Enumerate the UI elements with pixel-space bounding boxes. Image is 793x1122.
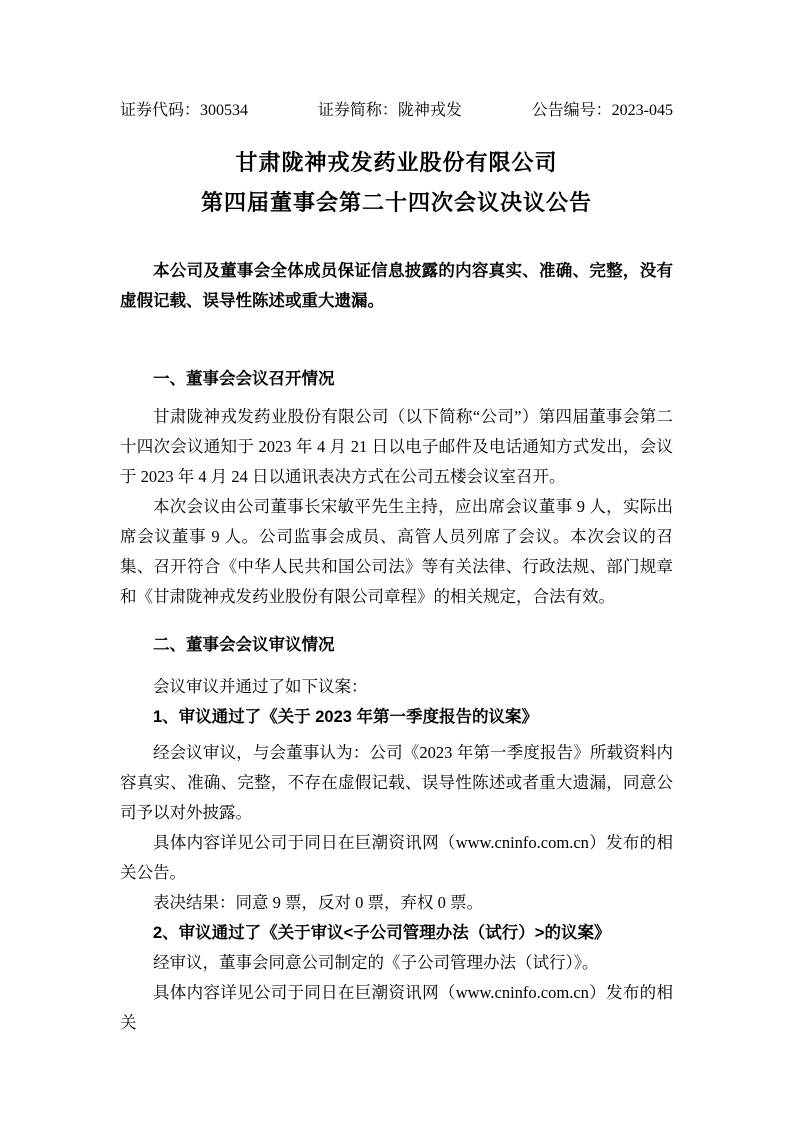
section-heading-meeting-convening: 一、董事会会议召开情况 <box>153 370 335 388</box>
paragraph-meeting-notice: 甘肃陇神戎发药业股份有限公司（以下简称“公司”）第四届董事会第二十四次会议通知于 2023 年 4 月 21 日以电子邮件及电话通知方式发出，会议于 2023 年 4 月 24 日以通讯表决方式在公司五楼会议室召开。 <box>120 407 673 486</box>
paragraph-proposal-1-opinion: 经会议审议，与会董事认为：公司《2023 年第一季度报告》所载资料内容真实、准确、完整，不存在虚假记载、误导性陈述或者重大遗漏，同意公司予以对外披露。 <box>120 743 673 822</box>
disclaimer-statement: 本公司及董事会全体成员保证信息披露的内容真实、准确、完整，没有虚假记载、误导性陈述或重大遗漏。 <box>120 262 673 310</box>
stock-name: 证券简称：陇神戎发 <box>317 102 462 119</box>
stock-code: 证券代码：300534 <box>120 102 249 119</box>
paragraph-proposal-2-opinion: 经审议，董事会同意公司制定的《子公司管理办法（试行）》。 <box>153 953 599 972</box>
paragraph-meeting-attendance: 本次会议由公司董事长宋敏平先生主持，应出席会议董事 9 人，实际出席会议董事 9 人。公司监事会成员、高管人员列席了会议。本次会议的召集、召开符合《中华人民共和国公司法》等有关法律、行政法规、部门规章和《甘肃陇神戎发药业股份有限公司章程》的相关规定，合法有效。 <box>120 497 673 606</box>
item-heading-proposal-1: 1、审议通过了《关于 2023 年第一季度报告的议案》 <box>153 708 539 726</box>
announcement-number: 公告编号：2023-045 <box>531 102 673 119</box>
paragraph-proposal-1-disclosure: 具体内容详见公司于同日在巨潮资讯网（www.cninfo.com.cn）发布的相关公告。 <box>120 833 673 882</box>
meeting-resolution-title: 第四届董事会第二十四次会议决议公告 <box>200 190 592 215</box>
section-heading-deliberation: 二、董事会会议审议情况 <box>153 636 335 654</box>
document-header-row <box>120 100 673 121</box>
paragraph-deliberation-intro: 会议审议并通过了如下议案： <box>153 677 368 696</box>
document-title <box>120 143 673 223</box>
paragraph-proposal-1-vote-result: 表决结果：同意 9 票，反对 0 票，弃权 0 票。 <box>153 893 483 912</box>
company-name-title: 甘肃陇神戎发药业股份有限公司 <box>235 150 558 175</box>
paragraph-proposal-2-disclosure: 具体内容详见公司于同日在巨潮资讯网（www.cninfo.com.cn）发布的相关 <box>120 983 673 1032</box>
item-heading-proposal-2: 2、审议通过了《关于审议<子公司管理办法（试行）>的议案》 <box>153 924 611 942</box>
